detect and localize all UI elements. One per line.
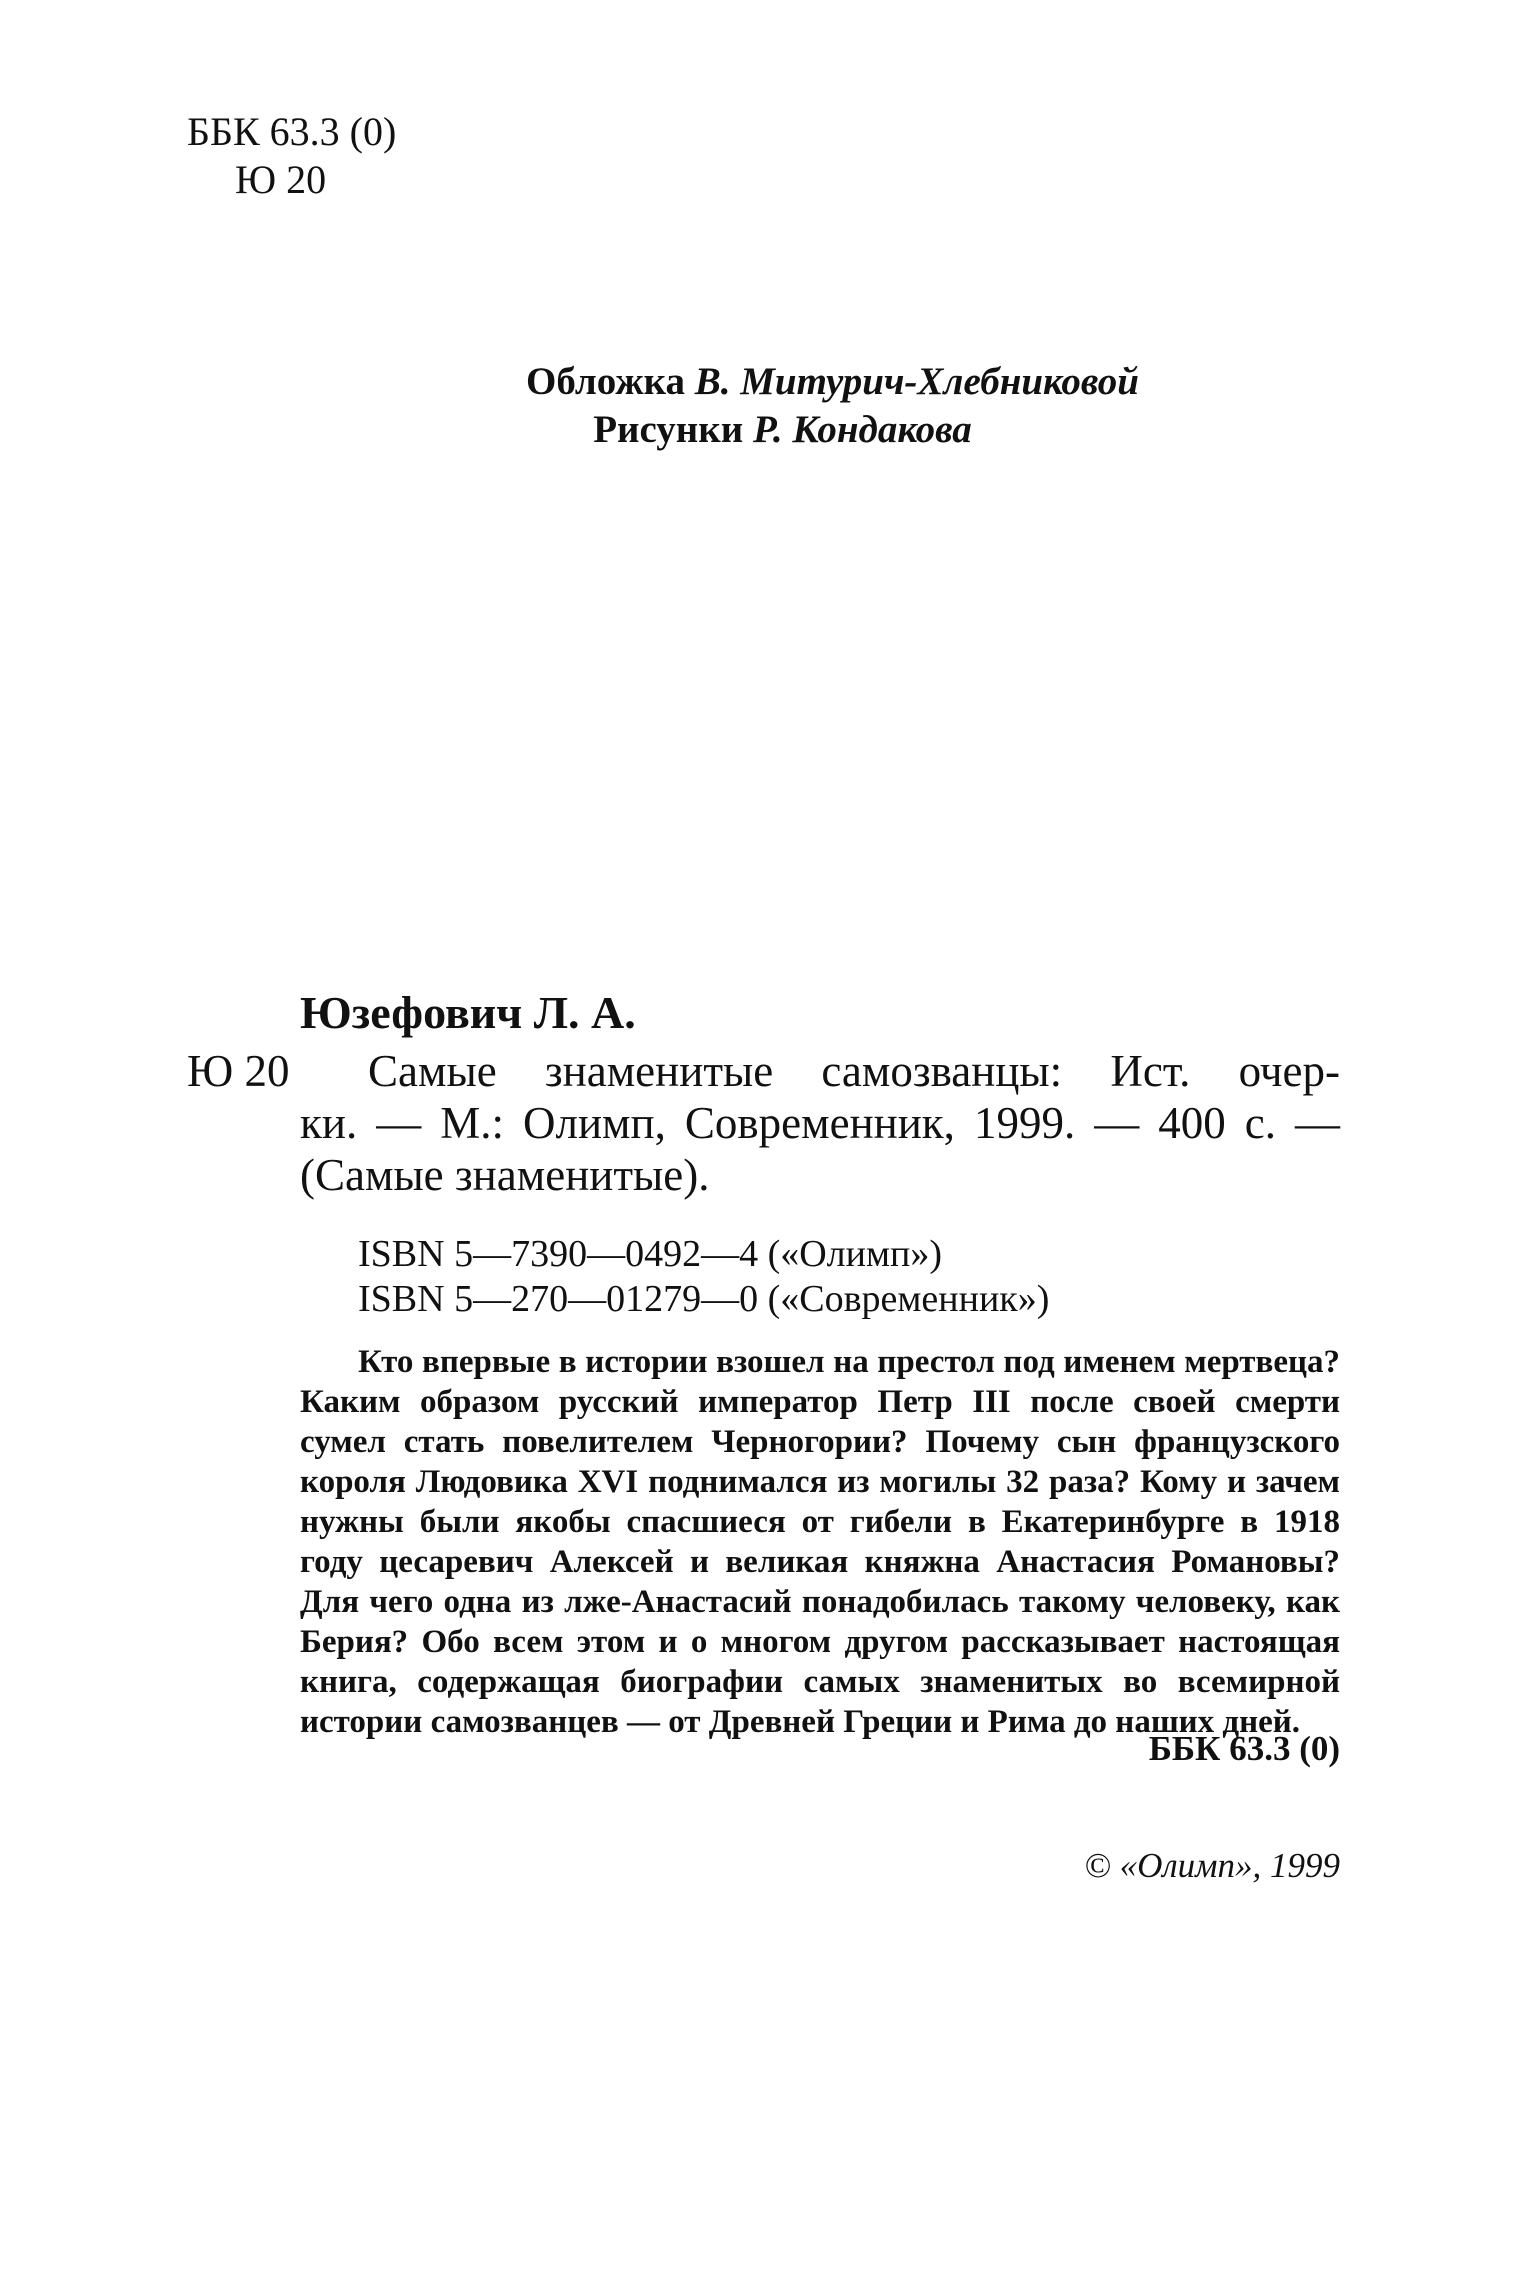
- bibliographic-description: [300, 1045, 1340, 1201]
- cover-artist: В. Митурич-Хлебниковой: [694, 360, 1139, 403]
- cover-role: Обложка: [526, 360, 685, 403]
- annotation: [300, 1342, 1340, 1742]
- annotation-text: Кто впервые в истории взошел на престол под именем мертвеца? Каким образом русский император Петр III после своей смерти сумел стать повелителем Черногории? Почему сын французского короля Людовика XVI поднимался из могилы 32 раза? Кому и зачем нужны были якобы спасшиеся от гибели в Екатеринбурге в 1918 году цесаревич Алексей и великая княжна Анастасия Романовы? Для чего одна из лже-Анастасий понадобилась такому человеку, как Берия? Обо всем этом и о многом другом рассказывает настоящая книга, содержащая биографии самых знаменитых во всемирной истории самозванцев — от Древней Греции и Рима до наших дней.: [300, 1344, 1340, 1740]
- author-sign: Ю 20: [187, 1046, 290, 1096]
- credits: [0, 358, 1525, 454]
- title-first-line: Самые знаменитые самозванцы: Ист. очер-: [368, 1046, 1340, 1096]
- drawings-artist: Р. Кондакова: [752, 408, 972, 451]
- author-sign-top: Ю 20: [235, 157, 327, 202]
- copyright: © «Олимп», 1999: [1084, 1846, 1340, 1885]
- drawings-credit: [0, 406, 1525, 454]
- title-rest: ки. — М.: Олимп, Современник, 1999. — 400 с. — (Самые знаменитые).: [300, 1098, 1340, 1200]
- drawings-role: Рисунки: [593, 408, 744, 451]
- isbn-sovremennik: ISBN 5—270—01279—0 («Современник»): [358, 1278, 1050, 1320]
- bbk-code-top: ББК 63.3 (0): [187, 109, 397, 154]
- isbn-olimp: ISBN 5—7390—0492—4 («Олимп»): [358, 1233, 943, 1275]
- cover-credit: [0, 358, 1525, 406]
- isbn-list: [358, 1232, 1049, 1322]
- author-heading: Юзефович Л. А.: [300, 987, 636, 1038]
- classification-block: [187, 108, 396, 204]
- bbk-code-bottom: ББК 63.3 (0): [1148, 1729, 1340, 1768]
